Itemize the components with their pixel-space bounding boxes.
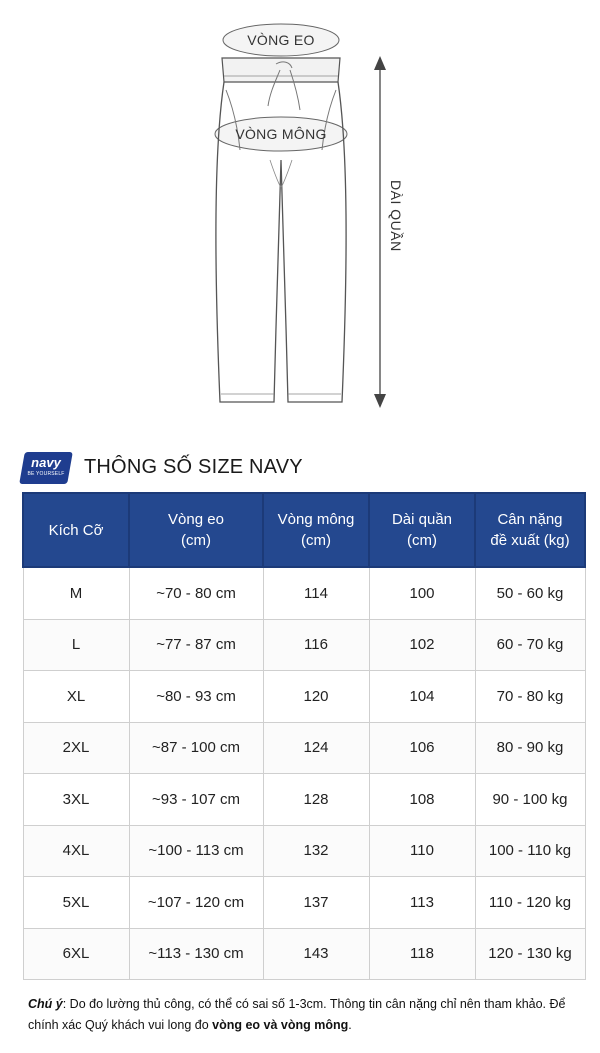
size-cell: 3XL xyxy=(23,774,129,826)
size-table xyxy=(22,492,586,980)
hip-label: VÒNG MÔNG xyxy=(235,126,327,142)
column-header-line: Dài quần xyxy=(391,511,453,528)
table-row xyxy=(23,567,585,619)
table-header-row xyxy=(23,493,585,567)
table-row xyxy=(23,877,585,929)
size-cell: 2XL xyxy=(23,722,129,774)
waist-cell: ~87 - 100 cm xyxy=(129,722,263,774)
note-text: : Do đo lường thủ công, có thể có sai số 1-3cm. Thông tin cân nặng chỉ nên tham khảo. Để chính xác Quý khách vui long đo xyxy=(28,997,566,1032)
length-label: DÀI QUẦN xyxy=(388,180,404,252)
size-cell: XL xyxy=(23,671,129,723)
column-header-line: (cm) xyxy=(407,532,437,549)
hip-cell: 143 xyxy=(263,928,369,980)
column-header-line: (cm) xyxy=(301,532,331,549)
column-header-line: Vòng eo xyxy=(168,511,224,528)
column-header-waist xyxy=(129,493,263,567)
size-cell: 5XL xyxy=(23,877,129,929)
column-header-size xyxy=(23,493,129,567)
hip-cell: 132 xyxy=(263,825,369,877)
length-cell: 104 xyxy=(369,671,475,723)
length-cell: 118 xyxy=(369,928,475,980)
logo-brand: navy xyxy=(31,455,61,470)
hip-cell: 137 xyxy=(263,877,369,929)
weight-cell: 120 - 130 kg xyxy=(475,928,585,980)
waist-cell: ~107 - 120 cm xyxy=(129,877,263,929)
column-header-line: Vòng mông xyxy=(277,511,355,528)
size-chart-header xyxy=(22,447,303,487)
table-row xyxy=(23,722,585,774)
hip-cell: 116 xyxy=(263,619,369,671)
weight-cell: 90 - 100 kg xyxy=(475,774,585,826)
weight-cell: 80 - 90 kg xyxy=(475,722,585,774)
hip-cell: 120 xyxy=(263,671,369,723)
length-cell: 100 xyxy=(369,567,475,619)
waist-cell: ~70 - 80 cm xyxy=(129,567,263,619)
size-cell: 4XL xyxy=(23,825,129,877)
measurement-note xyxy=(28,994,578,1036)
hip-cell: 128 xyxy=(263,774,369,826)
length-cell: 113 xyxy=(369,877,475,929)
table-row xyxy=(23,928,585,980)
column-header-line: đề xuất (kg) xyxy=(490,532,570,549)
length-cell: 110 xyxy=(369,825,475,877)
weight-cell: 70 - 80 kg xyxy=(475,671,585,723)
note-label: Chú ý xyxy=(28,997,63,1011)
size-cell: 6XL xyxy=(23,928,129,980)
hip-cell: 114 xyxy=(263,567,369,619)
waist-cell: ~100 - 113 cm xyxy=(129,825,263,877)
weight-cell: 50 - 60 kg xyxy=(475,567,585,619)
navy-logo xyxy=(22,450,70,484)
weight-cell: 60 - 70 kg xyxy=(475,619,585,671)
table-row xyxy=(23,774,585,826)
waist-cell: ~93 - 107 cm xyxy=(129,774,263,826)
column-header-length xyxy=(369,493,475,567)
waist-cell: ~113 - 130 cm xyxy=(129,928,263,980)
size-cell: M xyxy=(23,567,129,619)
table-row xyxy=(23,619,585,671)
column-header-hip xyxy=(263,493,369,567)
weight-cell: 110 - 120 kg xyxy=(475,877,585,929)
pants-illustration xyxy=(0,0,600,420)
column-header-line: Kích Cỡ xyxy=(48,521,104,539)
table-row xyxy=(23,671,585,723)
waist-cell: ~80 - 93 cm xyxy=(129,671,263,723)
column-header-line: (cm) xyxy=(181,532,211,549)
note-end: . xyxy=(348,1018,352,1032)
note-emphasis: vòng eo và vòng mông xyxy=(212,1018,349,1032)
logo-tagline: BE YOURSELF xyxy=(27,471,65,477)
page-title: THÔNG SỐ SIZE NAVY xyxy=(84,455,303,478)
column-header-line: Cân nặng xyxy=(497,511,563,528)
length-cell: 102 xyxy=(369,619,475,671)
pants-measurement-diagram xyxy=(0,0,600,420)
waist-cell: ~77 - 87 cm xyxy=(129,619,263,671)
table-row xyxy=(23,825,585,877)
length-cell: 106 xyxy=(369,722,475,774)
hip-cell: 124 xyxy=(263,722,369,774)
waist-label: VÒNG EO xyxy=(247,32,315,48)
weight-cell: 100 - 110 kg xyxy=(475,825,585,877)
column-header-weight xyxy=(475,493,585,567)
length-cell: 108 xyxy=(369,774,475,826)
size-cell: L xyxy=(23,619,129,671)
